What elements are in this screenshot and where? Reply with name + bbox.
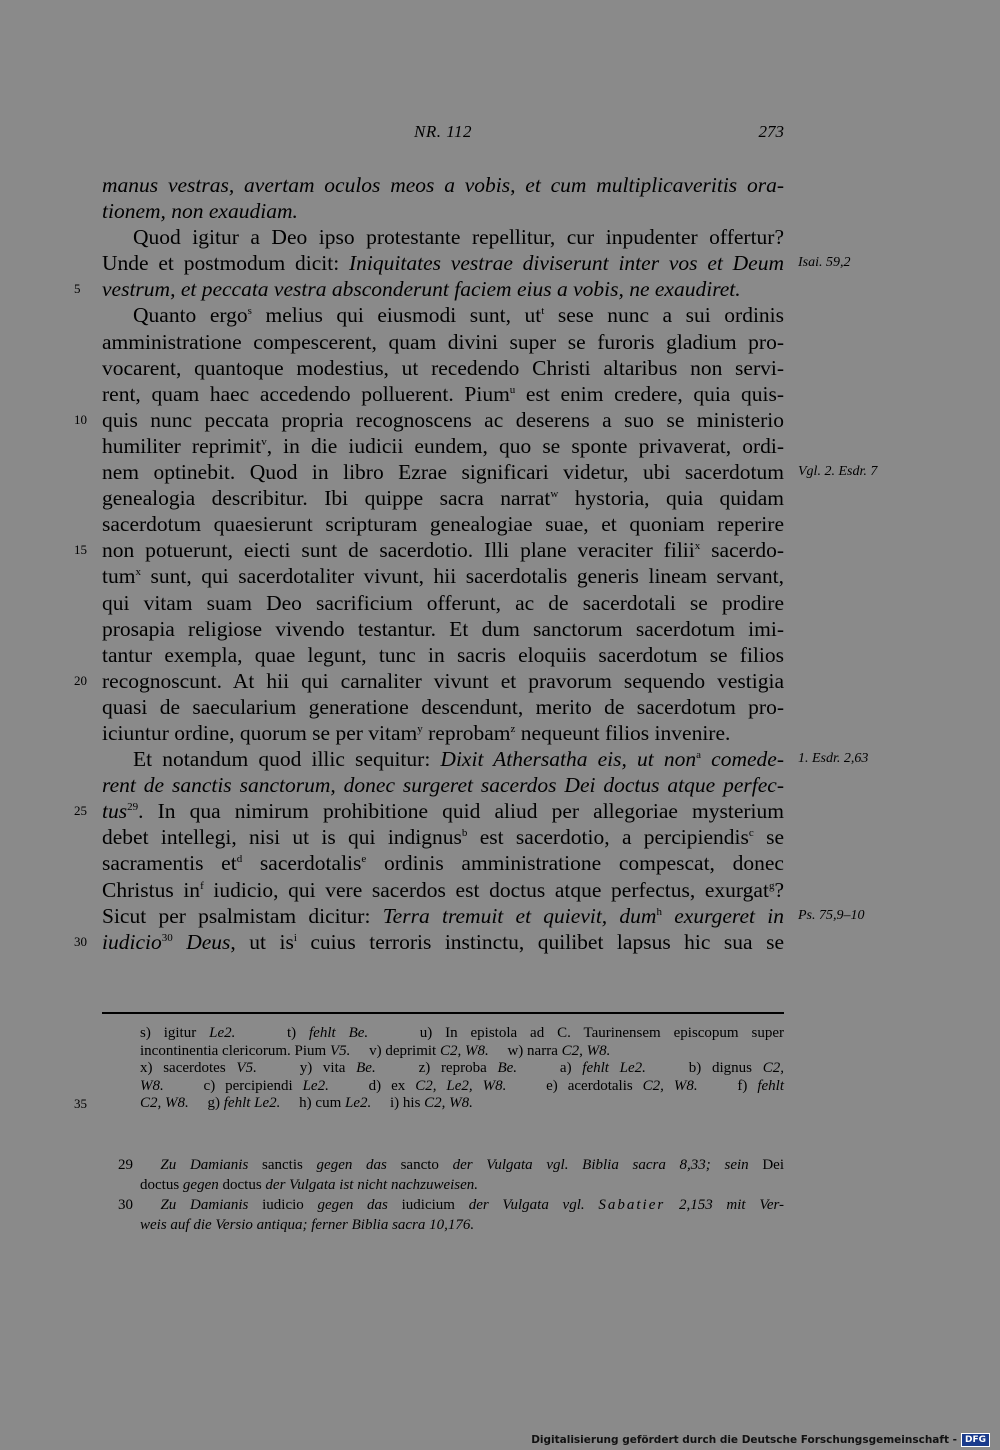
- text-line: [102, 198, 784, 224]
- line-text: quis nunc peccata propria recognoscens ac deserens a suo se ministerio: [102, 407, 784, 432]
- line-text: genealogia describitur. Ibi quippe sacra narrat$^w$ hystoria, quia quidam: [102, 486, 784, 511]
- text-line: [102, 642, 784, 668]
- line-text: prosapia religiose vivendo testantur. Et dum sanctorum sacerdotum imi-: [102, 616, 784, 641]
- line-text: iciuntur ordine, quorum se per vitam$^y$ reprobam$^z$ nequeunt filios invenire.: [102, 720, 731, 745]
- line-text: Unde et postmodum dicit: Iniquitates vestrae diviserunt inter vos et Deum: [102, 251, 784, 276]
- apparatus-line: [74, 1095, 784, 1113]
- line-text: non potuerunt, eiecti sunt de sacerdotio. Illi plane veraciter filii$^x$ sacerdo-: [102, 538, 784, 563]
- line-number: 30: [74, 933, 87, 949]
- header-title: NR. 112: [414, 122, 472, 141]
- line-text: iudicio$^{30}$ Deus, ut $is^i$ cuius terroris instinctu, quilibet lapsus hic sua se: [102, 929, 784, 954]
- footer-credit: [531, 1433, 990, 1447]
- line-text: manus vestras, avertam oculos meos a vobis, et cum multiplicaveritis ora-: [102, 173, 784, 197]
- text-line: [102, 381, 784, 407]
- commentary-line: 30 Zu Damianis iudicio gegen das iudicium der Vulgata vgl. Sabatier 2,153 mit Ver-: [118, 1197, 785, 1213]
- line-text: quasi de saecularium generatione descendunt, merito de sacerdotum pro-: [102, 694, 784, 719]
- line-text: tus$^{29}$. In qua nimirum prohibitione quid aliud per allegoriae mysterium: [102, 799, 784, 824]
- margin-reference: 1. Esdr. 2,63: [798, 751, 869, 767]
- line-text: qui vitam suam Deo sacrificium offerunt, ac de sacerdotali se prodire: [102, 590, 784, 615]
- apparatus-line: [140, 1025, 784, 1043]
- text-line: [102, 355, 784, 381]
- text-line: [102, 563, 784, 589]
- line-number: 10: [74, 411, 87, 427]
- line-text: Sicut per psalmistam dicitur: Terra tremuit et quievit, dum$^h$ exurgeret in: [102, 903, 784, 928]
- text-line: [102, 485, 784, 511]
- line-text: vocarent, quantoque modestius, ut recedendo Christi altaribus non servi-: [102, 355, 784, 380]
- commentary-line: doctus gegen doctus der Vulgata ist nicht nachzuweisen.: [140, 1177, 479, 1193]
- text-line: [102, 459, 878, 485]
- apparatus-line: [140, 1043, 784, 1061]
- commentary-line: weis auf die Versio antiqua; ferner Biblia sacra 10,176.: [140, 1217, 475, 1233]
- footnote-separator: [102, 1012, 784, 1014]
- text-line: [102, 172, 784, 198]
- text-line: [102, 590, 784, 616]
- text-line: [102, 824, 784, 850]
- text-line: [74, 276, 784, 302]
- line-text: tantur exempla, quae legunt, tunc in sacris eloquiis sacerdotum se filios: [102, 642, 784, 667]
- text-line: [74, 798, 784, 824]
- text-line: [102, 302, 784, 328]
- apparatus-text: x) sacerdotes V5. y) vita Be. z) reproba Be. a) fehlt Le2. b) dignus C2,: [140, 1060, 785, 1077]
- line-text: amministratione compescerent, quam divini super se furoris gladium pro-: [102, 329, 784, 354]
- line-text: vestrum, et peccata vestra absconderunt faciem eius a vobis, ne exaudiret.: [102, 277, 741, 302]
- margin-reference: Vgl. 2. Esdr. 7: [798, 464, 878, 480]
- line-text: sacerdotum quaesierunt scripturam genealogiae suae, et quoniam reperire: [102, 512, 784, 537]
- running-header: [102, 118, 784, 148]
- margin-reference: Isai. 59,2: [798, 255, 851, 271]
- text-line: [74, 407, 784, 433]
- text-line: [74, 537, 784, 563]
- commentary-line: 29 Zu Damianis sanctis gegen das sancto der Vulgata vgl. Biblia sacra 8,33; sein Dei: [118, 1157, 785, 1173]
- text-line: [102, 224, 784, 250]
- footer-text: Digitalisierung gefördert durch die Deutsche Forschungsgemeinschaft -: [531, 1434, 957, 1446]
- text-line: [102, 720, 784, 746]
- line-text: tum$^x$ sunt, qui sacerdotaliter vivunt, hii sacerdotalis generis lineam servant,: [102, 564, 784, 589]
- apparatus-text: C2, W8. g) fehlt Le2. h) cum Le2. i) his C2, W8.: [140, 1095, 473, 1112]
- apparatus-line: [140, 1078, 784, 1096]
- text-line: [102, 746, 869, 772]
- text-line: [102, 877, 784, 903]
- commentary-notes: [118, 1155, 784, 1235]
- line-text: rent, quam haec accedendo polluerent. Pium$^u$ est enim credere, quia quis-: [102, 381, 784, 406]
- text-line: [74, 929, 784, 955]
- text-line: [102, 903, 865, 929]
- text-line: [102, 250, 851, 276]
- text-line: [102, 433, 784, 459]
- text-line: [102, 772, 784, 798]
- line-number: 15: [74, 542, 87, 558]
- text-line: [102, 694, 784, 720]
- page-number: 273: [758, 122, 784, 141]
- line-text: debet intellegi, nisi ut is qui indignus$^b$ est sacerdotio, a percipiendis$^c$ se: [102, 825, 784, 850]
- line-text: sacramentis $et^d$ sacerdotalis$^e$ ordinis amministratione compescat, donec: [102, 851, 784, 876]
- line-text: Christus $in^f$ iudicio, qui vere sacerdos est doctus atque perfectus, exurgat$^g$?: [102, 877, 784, 902]
- line-text: recognoscunt. At hii qui carnaliter vivunt et pravorum sequendo vestigia: [102, 668, 784, 693]
- critical-apparatus: [74, 1025, 785, 1113]
- line-text: Et notandum quod illic sequitur: Dixit Athersatha eis, ut non$^a$ comede-: [133, 747, 784, 772]
- text-line: [102, 850, 784, 876]
- margin-reference: Ps. 75,9–10: [798, 907, 865, 923]
- line-text: Quod igitur a Deo ipso protestante repellitur, cur inpudenter offertur?: [133, 225, 784, 250]
- line-text: humiliter reprimit$^v$, in die iudicii eundem, quo se sponte privaverat, ordi-: [102, 433, 784, 458]
- line-number: 20: [74, 672, 87, 688]
- main-text: [74, 172, 878, 955]
- text-line: [102, 616, 784, 642]
- apparatus-text: s) igitur Le2. t) fehlt Be. u) In epistola ad C. Taurinensem episcopum super: [140, 1025, 784, 1041]
- text-line: [74, 668, 784, 694]
- line-text: Quanto ergo$^s$ melius qui eiusmodi sunt, $ut^t$ sese nunc a sui ordinis: [133, 303, 785, 328]
- line-text: tionem, non exaudiam.: [102, 199, 298, 224]
- apparatus-text: incontinentia clericorum. Pium V5. v) deprimit C2, W8. w) narra C2, W8.: [140, 1042, 611, 1059]
- line-number: 5: [74, 281, 81, 297]
- text-line: [102, 511, 784, 537]
- text-line: [102, 329, 784, 355]
- apparatus-text: W8. c) percipiendi Le2. d) ex C2, Le2, W8. e) acerdotalis C2, W8. f) fehlt: [140, 1077, 785, 1094]
- line-text: nem optinebit. Quod in libro Ezrae significari videtur, ubi sacerdotum: [102, 460, 784, 485]
- dfg-logo: DFG: [961, 1433, 990, 1447]
- line-number: 25: [74, 803, 87, 819]
- line-text: rent de sanctis sanctorum, donec surgeret sacerdos Dei doctus atque perfec-: [102, 773, 784, 798]
- line-number: 35: [74, 1096, 87, 1112]
- apparatus-line: [140, 1060, 784, 1078]
